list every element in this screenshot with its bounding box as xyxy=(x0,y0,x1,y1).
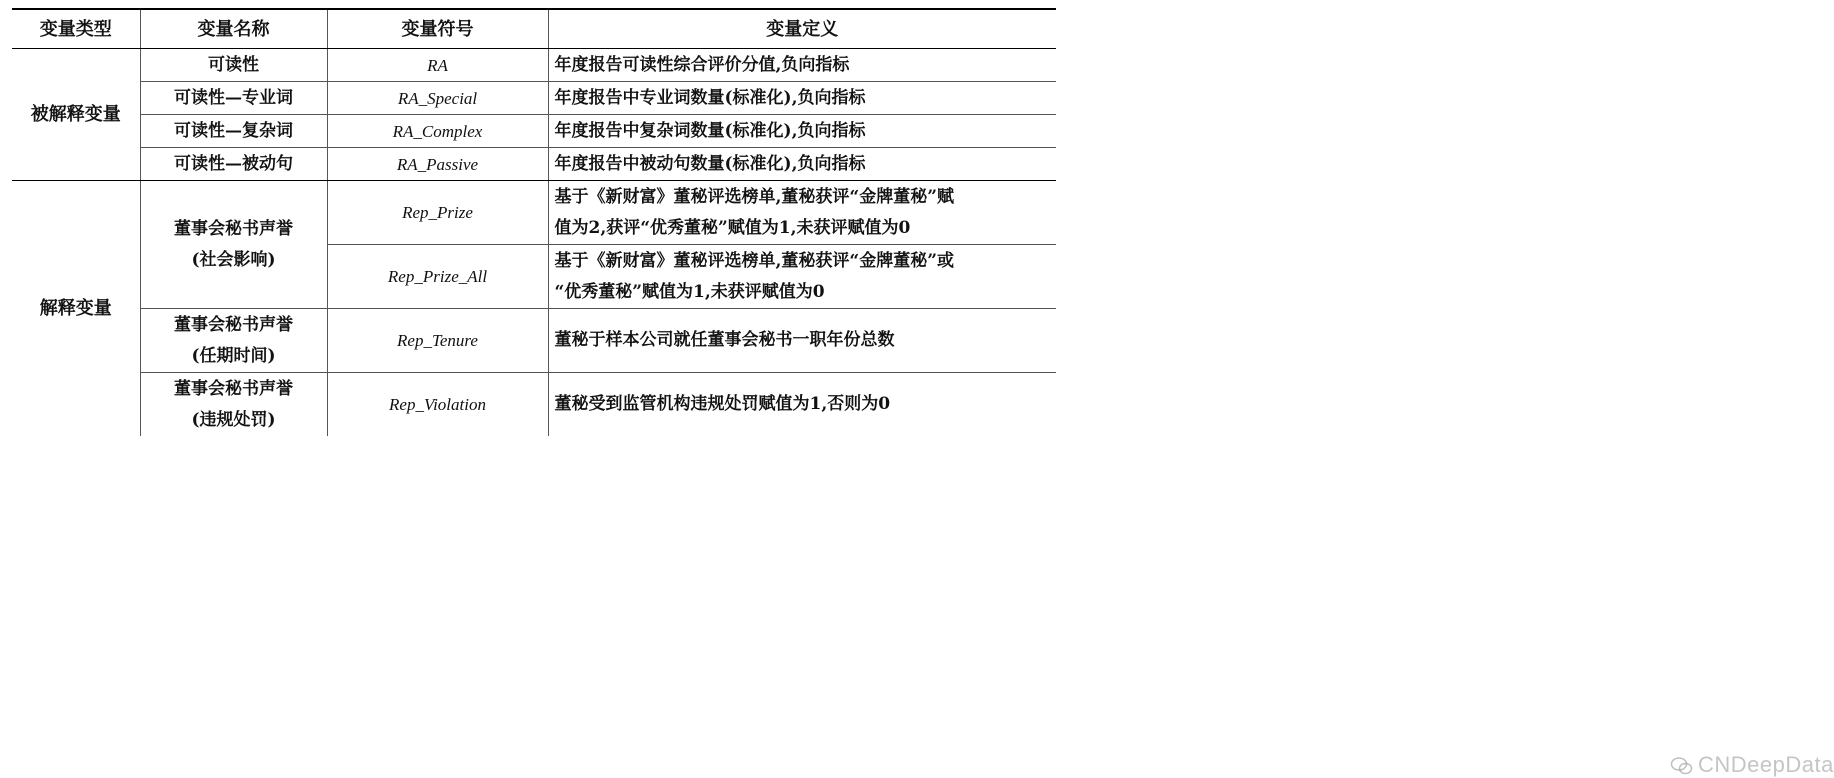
header-variable-definition: 变量定义 xyxy=(548,9,1056,49)
variable-symbol: RA_Complex xyxy=(327,115,548,148)
header-variable-symbol: 变量符号 xyxy=(327,9,548,49)
variable-name xyxy=(140,309,327,373)
definition-line2: 值为2,获评“优秀董秘”赋值为1,未获评赋值为0 xyxy=(554,217,911,238)
table-row xyxy=(12,115,1056,148)
table-row xyxy=(12,309,1056,373)
variable-definition xyxy=(548,181,1056,245)
header-variable-name: 变量名称 xyxy=(140,9,327,49)
table-row xyxy=(12,49,1056,82)
variable-definition: 年度报告中被动句数量(标准化),负向指标 xyxy=(548,148,1056,181)
variable-definition: 年度报告可读性综合评价分值,负向指标 xyxy=(548,49,1056,82)
table-row xyxy=(12,148,1056,181)
table-row xyxy=(12,373,1056,437)
group-type-explanatory: 解释变量 xyxy=(39,298,112,319)
definition-line1: 基于《新财富》董秘评选榜单,董秘获评“金牌董秘”赋 xyxy=(554,186,954,207)
variable-definition: 年度报告中复杂词数量(标准化),负向指标 xyxy=(548,115,1056,148)
variable-name: 可读性—被动句 xyxy=(140,148,327,181)
table-row xyxy=(12,181,1056,245)
variable-name xyxy=(140,373,327,437)
definition-line1: 基于《新财富》董秘评选榜单,董秘获评“金牌董秘”或 xyxy=(554,250,954,271)
variable-definition xyxy=(548,245,1056,309)
variable-definition-table xyxy=(12,8,1056,436)
variable-symbol: RA xyxy=(327,49,548,82)
header-row xyxy=(12,9,1056,49)
group-type-dependent: 被解释变量 xyxy=(12,49,140,181)
variable-symbol: Rep_Prize_All xyxy=(327,245,548,309)
variable-name-line1: 董事会秘书声誉 xyxy=(174,314,293,335)
variable-name: 可读性 xyxy=(140,49,327,82)
variable-definition: 董秘受到监管机构违规处罚赋值为1,否则为0 xyxy=(548,373,1056,437)
variable-symbol: RA_Passive xyxy=(327,148,548,181)
variable-name: 可读性—复杂词 xyxy=(140,115,327,148)
table-row xyxy=(12,82,1056,115)
watermark-text: CNDeepData xyxy=(1698,752,1834,777)
variable-symbol: Rep_Tenure xyxy=(327,309,548,373)
variable-name-line2: (违规处罚) xyxy=(191,409,276,430)
variable-symbol: Rep_Violation xyxy=(327,373,548,437)
variable-symbol: RA_Special xyxy=(327,82,548,115)
variable-definition: 董秘于样本公司就任董事会秘书一职年份总数 xyxy=(548,309,1056,373)
variable-name xyxy=(140,181,327,309)
variable-name-line1: 董事会秘书声誉 xyxy=(174,218,293,239)
variable-name: 可读性—专业词 xyxy=(140,82,327,115)
variable-name-line1: 董事会秘书声誉 xyxy=(174,378,293,399)
definition-line2: “优秀董秘”赋值为1,未获评赋值为0 xyxy=(554,281,825,302)
header-variable-type: 变量类型 xyxy=(12,9,140,49)
variable-name-line2: (社会影响) xyxy=(191,249,276,270)
wechat-icon xyxy=(1670,754,1694,778)
variable-symbol: Rep_Prize xyxy=(327,181,548,245)
variable-definition: 年度报告中专业词数量(标准化),负向指标 xyxy=(548,82,1056,115)
variable-name-line2: (任期时间) xyxy=(191,345,276,366)
